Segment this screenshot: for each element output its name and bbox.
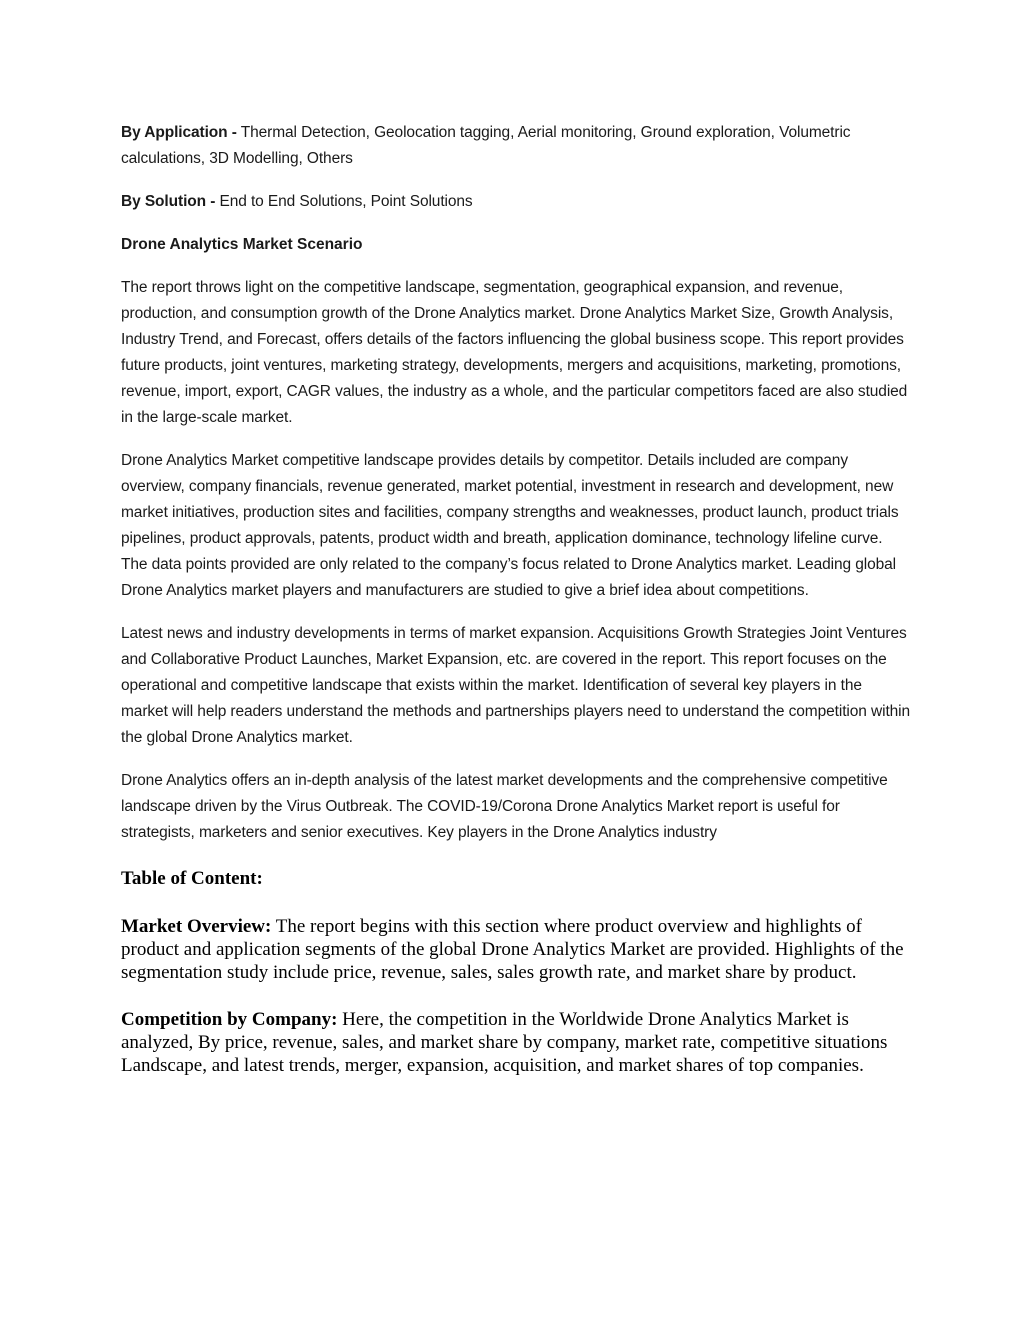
segment-solution [121,189,911,215]
segment-application-label: By Application - [121,124,237,141]
paragraph-news: Latest news and industry developments in terms of market expansion. Acquisitions Growth Strategies Joint Ventures and Collaborative Product Launches, Market Expansion, etc. are covered in the report. This report focuses on the operational and competitive landscape that exists within the market. Identification of several key players in the market will help readers understand the methods and partnerships players need to understand the competition within the global Drone Analytics market. [121,625,911,746]
toc-section-label: Market Overview: [121,916,272,937]
toc-section-text: Here, the competition in the Worldwide Drone Analytics Market is analyzed, By price, revenue, sales, and market share by company, market rate, competitive situations Landscape, and latest trends, merger, expansion, acquisition, and market shares of top companies. [121,1009,888,1076]
segment-application [121,120,911,172]
toc-section-market-overview [121,915,911,984]
segment-solution-text: End to End Solutions, Point Solutions [215,193,473,210]
toc-title: Table of Content: [121,868,263,889]
segment-solution-label: By Solution - [121,193,216,210]
toc-sections [121,915,911,1077]
body-paragraphs [121,275,911,846]
toc-section-text: The report begins with this section where product overview and highlights of product and application segments of the global Drone Analytics Market are provided. Highlights of the segmentation study include price, revenue, sales, sales growth rate, and market share by product. [121,916,904,983]
toc-section-competition [121,1008,911,1077]
segment-application-text: Thermal Detection, Geolocation tagging, Aerial monitoring, Ground exploration, Volumetric calculations, 3D Modelling, Others [121,124,851,167]
toc-section-label: Competition by Company: [121,1009,338,1030]
document-page [121,120,911,1101]
paragraph-landscape: The report throws light on the competitive landscape, segmentation, geographical expansion, and revenue, production, and consumption growth of the Drone Analytics market. Drone Analytics Market Size, Growth Analysis, Industry Trend, and Forecast, offers details of the factors influencing the global business scope. This report provides future products, joint ventures, marketing strategy, developments, mergers and acquisitions, marketing, promotions, revenue, import, export, CAGR values, the industry as a whole, and the particular competitors faced are also studied in the large-scale market. [121,279,908,426]
paragraph-covid: Drone Analytics offers an in-depth analysis of the latest market developments and the comprehensive competitive landscape driven by the Virus Outbreak. The COVID-19/Corona Drone Analytics Market report is useful for strategists, marketers and senior executives. Key players in the Drone Analytics industry [121,772,888,841]
paragraph-competitive: Drone Analytics Market competitive landscape provides details by competitor. Details included are company overview, company financials, revenue generated, market potential, investment in research and development, new market initiatives, production sites and facilities, company strengths and weaknesses, product launch, product trials pipelines, product approvals, patents, product width and breath, application dominance, technology lifeline curve. The data points provided are only related to the company’s focus related to Drone Analytics market. Leading global Drone Analytics market players and manufacturers are studied to give a brief idea about competitions. [121,452,899,599]
scenario-heading: Drone Analytics Market Scenario [121,236,363,253]
segments-block [121,120,911,215]
